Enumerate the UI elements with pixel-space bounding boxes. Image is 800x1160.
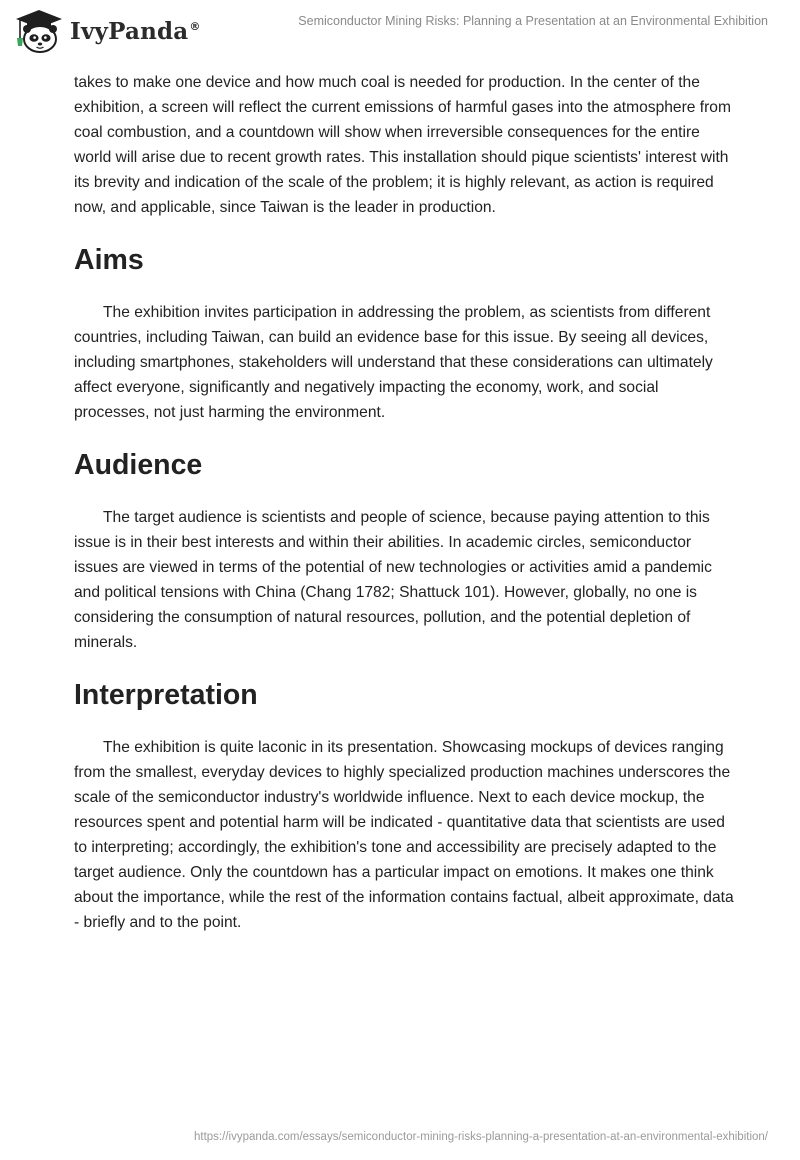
- section-paragraph-audience: The target audience is scientists and people of science, because paying attention to this issue is in their best interests and within their abilities. In academic circles, semiconductor issues are viewed in terms of the potential of new technologies or activities amid a pandemic and political tensions with China (Chang 1782; Shattuck 101). However, globally, no one is considering the consumption of natural resources, pollution, and the potential depletion of minerals.: [74, 509, 712, 651]
- section-paragraph-aims: The exhibition invites participation in addressing the problem, as scientists from different countries, including Taiwan, can build an evidence base for this issue. By seeing all devices, including smartphones, stakeholders will understand that these considerations can ultimately affect everyone, significantly and negatively impacting the economy, work, and social processes, not just harming the environment.: [74, 304, 713, 421]
- section-heading-interpretation: Interpretation: [74, 679, 258, 711]
- logo-wordmark: IvyPanda®: [70, 17, 201, 45]
- registered-mark: ®: [189, 19, 201, 33]
- intro-paragraph: takes to make one device and how much coal is needed for production. In the center of the exhibition, a screen will reflect the current emissions of harmful gases into the atmosphere from coal combustion, and a countdown will show when irreversible consequences for the entire world will arise due to recent growth rates. This installation should pique scientists' interest with its brevity and indication of the scale of the problem; it is highly relevant, as action is required now, and applicable, since Taiwan is the leader in production.: [74, 74, 731, 216]
- panda-graduation-icon: [14, 8, 64, 54]
- page-header: [0, 0, 800, 64]
- essay-body: [74, 70, 734, 935]
- ivypanda-logo[interactable]: [14, 8, 201, 54]
- section-paragraph-interpretation: The exhibition is quite laconic in its presentation. Showcasing mockups of devices ranging from the smallest, everyday devices to highly specialized production machines underscores the scale of the semiconductor industry's worldwide influence. Next to each device mockup, the resources spent and potential harm will be indicated - quantitative data that scientists are used to interpreting; accordingly, the exhibition's tone and accessibility are precisely adapted to the target audience. Only the countdown has a particular impact on emotions. It makes one think about the importance, while the rest of the information contains factual, albeit approximate, data - briefly and to the point.: [74, 739, 734, 931]
- source-url[interactable]: https://ivypanda.com/essays/semiconductor-mining-risks-planning-a-presentation-at-an-environmental-exhibition/: [194, 1131, 768, 1143]
- document-title: Semiconductor Mining Risks: Planning a Presentation at an Environmental Exhibition: [298, 14, 768, 28]
- section-heading-aims: Aims: [74, 244, 144, 276]
- section-heading-audience: Audience: [74, 449, 203, 481]
